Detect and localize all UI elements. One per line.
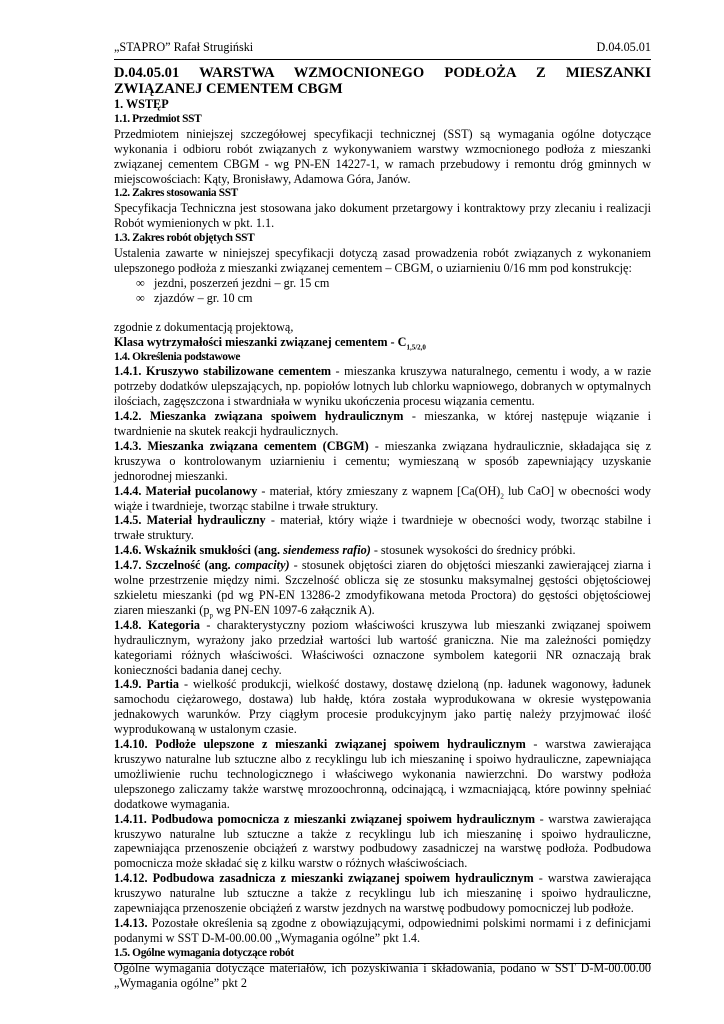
definition-text: lub CaO] w obecności wody wiąże i twardnieje, tworząc stabilne i trwałe struktury. — [114, 483, 651, 513]
definition-text: - materiał, który wiąże i twardnieje w obecności wody, tworząc stabilne i trwałe struktury. — [114, 513, 651, 543]
definition-1-4-4 — [114, 484, 651, 514]
strength-class-sub: 1,5/2,0 — [406, 343, 426, 352]
definition-1-4-5 — [114, 513, 651, 543]
definition-term: 1.4.5. Materiał hydrauliczny — [114, 513, 266, 528]
definition-term: 1.4.4. Materiał pucolanowy — [114, 483, 258, 498]
paragraph-general-requirements: Ogólne wymagania dotyczące materiałów, ich pozyskiwania i składowania, podano w SST D-M-00.00.00 „Wymagania ogólne” pkt 2 — [114, 960, 651, 990]
header-author: „STAPRO” Rafał Strugiński — [114, 40, 254, 54]
definition-text: - charakterystyczny poziom właściwości kruszywa lub mieszanki związanej spoiwem hydraulicznym, wyrażony jako przedział wartości lub wartość graniczna. Nie ma zależności pomiędzy kategoriami różnych właściwości. Właściwości oznaczone symbolem kategorii NR oznaczają brak konieczności badania danej cechy. — [114, 617, 651, 677]
definition-text: - wielkość produkcji, wielkość dostawy, dostawę dzieloną (np. ładunek wagonowy, ładunek samochodu ciężarowego, dostawa) lub hałdę, która została wyprodukowana w okresie występowania jednakowych warunków. Przy ciągłym procesie produkcyjnym jako partię należy przyjmować ilość wyprodukowaną w ustalonym czasie. — [114, 677, 651, 737]
section-heading-1-5: 1.5. Ogólne wymagania dotyczące robót — [114, 946, 294, 959]
definition-1-4-11 — [114, 812, 651, 872]
strength-class — [114, 335, 651, 350]
definition-1-4-8 — [114, 618, 651, 678]
definition-text: - stosunek wysokości do średnicy próbki. — [370, 543, 576, 558]
definition-1-4-13 — [114, 916, 651, 946]
definition-term: 1.4.13. — [114, 915, 148, 930]
definition-text: - stosunek objętości ziaren do objętości mieszanki zawierającej ziarna i wolne przestrzenie między nimi. Szczelność oblicza się ze stosunku maksymalnej gęstości objętościowej szkieletu mieszanki (pd wg PN-EN 13286-2 zmodyfikowana metoda Proctora) do gęstości objętościowej ziaren mieszanki (p — [114, 558, 651, 617]
definition-term: 1.4.7. Szczelność (ang. — [114, 558, 235, 573]
document-body — [114, 66, 651, 990]
definition-term-italic: compacity) — [234, 558, 290, 573]
definition-text: - warstwa zawierająca kruszywo naturalne lub sztuczne albo z recyklingu lub ich mieszaninę i spoiwo hydrauliczne, zapewniająca umożliwienie ruchu technologicznego i właściwego wykonania nawierzchni. Do warstwy podłoża ulepszonego zaliczamy także warstwę mrozoochronną, odcinającą, i wzmacniającą, które powinny spełniać dodatkowe wymagania. — [114, 737, 652, 811]
paragraph-according: zgodnie z dokumentacją projektową, — [114, 319, 294, 334]
list-item — [114, 291, 651, 306]
strength-class-label: Klasa wytrzymałości mieszanki związanej cementem - C — [114, 334, 407, 349]
definition-1-4-9 — [114, 677, 651, 737]
definition-term: 1.4.12. Podbudowa zasadnicza z mieszanki związanej spoiwem hydraulicznym — [114, 871, 534, 886]
definition-text: - warstwa zawierająca kruszywo naturalne lub sztuczne a także z recyklingu lub ich mieszaninę i spoiwo hydrauliczne, zapewniająca przenoszenie obciążeń z warstw jezdnych na warstwę podbudowy pomocniczej lub podłoże. — [114, 871, 651, 916]
definition-1-4-12 — [114, 871, 651, 916]
header-rule — [114, 59, 651, 60]
paragraph-subject: Przedmiotem niniejszej szczegółowej specyfikacji technicznej (SST) są wymagania ogólne dotyczące wykonania i odbioru robót związanych z wykonywaniem warstwy wzmocnionego podłoża z mieszanki związanej cementem CBGM - wg PN-EN 14227-1, w ramach przebudowy i remontu dróg gminnych w miejscowościach: Kąty, Bronisławy, Adamowa Góra, Janów. — [114, 126, 651, 186]
definition-text: Pozostałe określenia są zgodne z obowiązującymi, odpowiednimi polskimi normami i z definicjami podanymi w SST D-M-00.00.00 „Wymagania ogólne” pkt 1.4. — [114, 915, 651, 945]
definition-1-4-6 — [114, 543, 651, 558]
definition-1-4-3 — [114, 439, 651, 484]
definition-text: - mieszanka związana hydraulicznie, składająca się z kruszywa o kontrolowanym uziarnieniu i cementu; wymieszaną w sposób zapewniający uzyskanie jednorodnej mieszanki. — [114, 438, 651, 483]
list-item — [114, 276, 651, 291]
list-item-text: zjazdów – gr. 10 cm — [154, 290, 253, 305]
definition-text: - mieszanka, w której następuje wiązanie i twardnienie na skutek reakcji hydraulicznych. — [114, 409, 652, 439]
definition-text: wg PN-EN 1097-6 załącznik A). — [212, 602, 375, 617]
definition-1-4-2 — [114, 409, 651, 439]
definition-term: 1.4.2. Mieszanka związana spoiwem hydraulicznym — [114, 409, 404, 424]
definition-term-italic: siendemess rafio) — [283, 543, 371, 558]
document-title: D.04.05.01 WARSTWA WZMOCNIONEGO PODŁOŻA Z MIESZANKI ZWIĄZANEJ CEMENTEM CBGM — [114, 65, 651, 97]
definition-1-4-1 — [114, 364, 651, 409]
definition-1-4-10 — [114, 737, 651, 812]
definition-text: - mieszanka kruszywa naturalnego, cementu i wody, a w razie potrzeby dodatków ulepszających, np. popiołów lotnych lub chlorku wapniowego, dobranych w optymalnych ilościach, zagęszczona i stwardniała w wyniku ukończenia procesu wiązania cementu. — [114, 364, 651, 409]
header-doc-code: D.04.05.01 — [596, 40, 651, 54]
section-heading-1-3: 1.3. Zakres robót objętych SST — [114, 232, 255, 245]
definition-term: 1.4.3. Mieszanka związana cementem (CBGM) — [114, 438, 369, 453]
definition-term: 1.4.6. Wskaźnik smukłości (ang. — [114, 543, 284, 558]
footer-rule — [114, 963, 651, 964]
definition-term: 1.4.11. Podbudowa pomocnicza z mieszanki związanej spoiwem hydraulicznym — [114, 811, 536, 826]
definition-term: 1.4.9. Partia — [114, 677, 179, 692]
section-heading-1: 1. WSTĘP — [114, 97, 169, 111]
list-item-text: jezdni, poszerzeń jezdni – gr. 15 cm — [154, 275, 330, 290]
section-heading-1-4: 1.4. Określenia podstawowe — [114, 350, 241, 363]
definition-term: 1.4.10. Podłoże ulepszone z mieszanki związanej spoiwem hydraulicznym — [114, 737, 526, 752]
section-heading-1-1: 1.1. Przedmiot SST — [114, 112, 202, 125]
bullet-infinity-icon: ∞ — [136, 290, 145, 305]
definition-sub: 2 — [500, 492, 504, 501]
definition-sub: p — [209, 611, 213, 620]
section-heading-1-2: 1.2. Zakres stosowania SST — [114, 187, 238, 200]
paragraph-works-scope: Ustalenia zawarte w niniejszej specyfikacji dotyczą zasad prowadzenia robót związanych z wykonaniem ulepszonego podłoża z mieszanki związanej cementem – CBGM, o uziarnieniu 0/16 mm pod konstrukcję: — [114, 246, 651, 275]
definition-1-4-7 — [114, 558, 651, 618]
definition-term: 1.4.1. Kruszywo stabilizowane cementem — [114, 364, 332, 379]
page-header — [114, 40, 651, 56]
definition-term: 1.4.8. Kategoria — [114, 617, 200, 632]
definition-text: - materiał, który zmieszany z wapnem [Ca(OH) — [257, 483, 501, 498]
paragraph-scope: Specyfikacja Techniczna jest stosowana jako dokument przetargowy i kontraktowy przy zlecaniu i realizacji Robót wymienionych w pkt. 1.1. — [114, 201, 651, 231]
bullet-infinity-icon: ∞ — [136, 275, 145, 290]
definition-text: - warstwa zawierająca kruszywo naturalne lub sztuczne a także z recyklingu lub ich mieszaninę i spoiwo hydrauliczne, zapewniająca przenoszenie obciążeń z warstwy podbudowy zasadniczej na warstwę podłoża. Podbudowa pomocnicza może składać się z kilku warstw o różnych właściwościach. — [114, 811, 651, 871]
